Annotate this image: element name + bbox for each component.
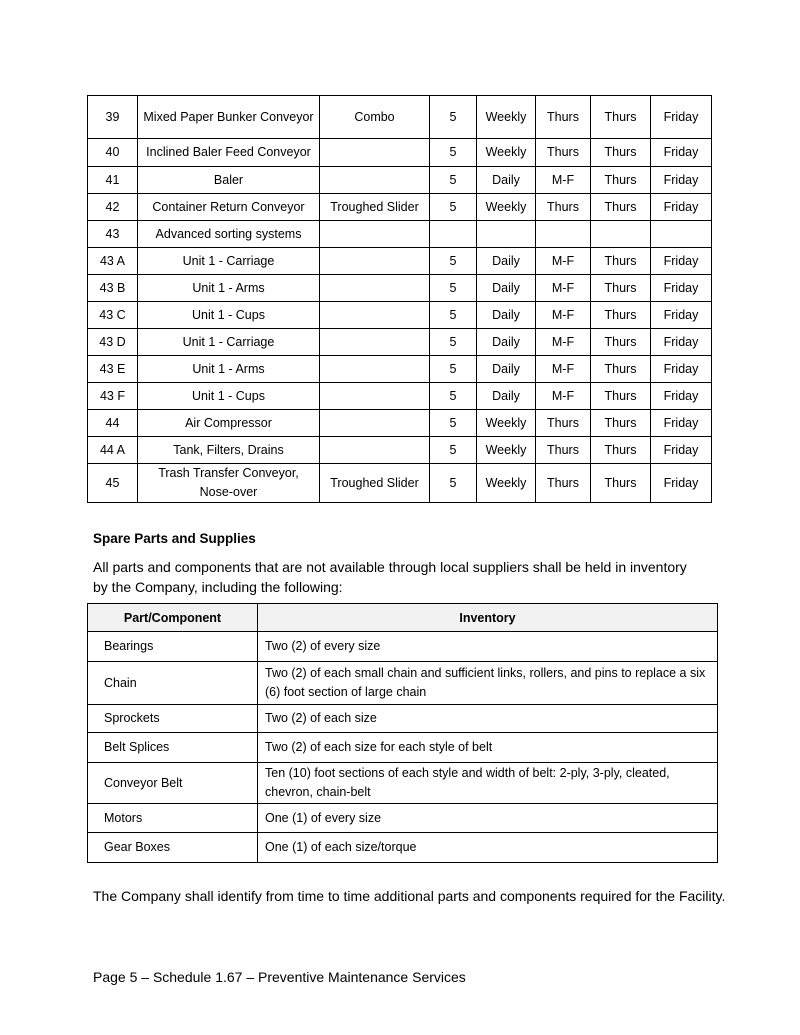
frequency-cell: Daily bbox=[477, 302, 536, 329]
row-number-cell: 39 bbox=[88, 96, 138, 139]
table-row bbox=[88, 221, 712, 248]
inventory-cell: Two (2) of each size for each style of belt bbox=[258, 733, 718, 763]
row-number-cell: 44 A bbox=[88, 437, 138, 464]
day-cell: Thurs bbox=[591, 194, 651, 221]
row-number-cell: 43 C bbox=[88, 302, 138, 329]
column-header-part: Part/Component bbox=[88, 604, 258, 632]
table-row bbox=[88, 302, 712, 329]
quantity-cell: 5 bbox=[430, 383, 477, 410]
day-cell: Thurs bbox=[591, 410, 651, 437]
quantity-cell: 5 bbox=[430, 329, 477, 356]
frequency-cell: Weekly bbox=[477, 437, 536, 464]
table-header-row bbox=[88, 604, 718, 632]
day-cell: Friday bbox=[651, 302, 712, 329]
part-cell: Sprockets bbox=[88, 705, 258, 733]
inventory-cell: One (1) of each size/torque bbox=[258, 833, 718, 863]
part-cell: Chain bbox=[88, 662, 258, 705]
table-row bbox=[88, 464, 712, 503]
conveyor-type-cell bbox=[320, 221, 430, 248]
day-cell: M-F bbox=[536, 383, 591, 410]
conveyor-type-cell bbox=[320, 437, 430, 464]
equipment-name-cell: Air Compressor bbox=[138, 410, 320, 437]
section-title: Spare Parts and Supplies bbox=[93, 531, 256, 546]
conveyor-type-cell bbox=[320, 356, 430, 383]
part-cell: Conveyor Belt bbox=[88, 763, 258, 804]
part-cell: Belt Splices bbox=[88, 733, 258, 763]
day-cell bbox=[591, 221, 651, 248]
conveyor-type-cell bbox=[320, 139, 430, 167]
quantity-cell: 5 bbox=[430, 356, 477, 383]
frequency-cell: Daily bbox=[477, 167, 536, 194]
quantity-cell: 5 bbox=[430, 437, 477, 464]
frequency-cell: Weekly bbox=[477, 139, 536, 167]
table-row bbox=[88, 383, 712, 410]
row-number-cell: 45 bbox=[88, 464, 138, 503]
table-row bbox=[88, 733, 718, 763]
conveyor-type-cell bbox=[320, 383, 430, 410]
equipment-name-cell: Unit 1 - Carriage bbox=[138, 329, 320, 356]
equipment-name-cell: Mixed Paper Bunker Conveyor bbox=[138, 96, 320, 139]
equipment-name-cell: Trash Transfer Conveyor, Nose-over bbox=[138, 464, 320, 503]
equipment-name-cell: Inclined Baler Feed Conveyor bbox=[138, 139, 320, 167]
equipment-name-cell: Container Return Conveyor bbox=[138, 194, 320, 221]
inventory-cell: Two (2) of each small chain and sufficient links, rollers, and pins to replace a six (6) foot section of large chain bbox=[258, 662, 718, 705]
table-row bbox=[88, 632, 718, 662]
quantity-cell: 5 bbox=[430, 167, 477, 194]
day-cell: Thurs bbox=[536, 139, 591, 167]
day-cell: Friday bbox=[651, 410, 712, 437]
frequency-cell: Daily bbox=[477, 248, 536, 275]
day-cell: Friday bbox=[651, 437, 712, 464]
frequency-cell: Weekly bbox=[477, 410, 536, 437]
conveyor-type-cell: Troughed Slider bbox=[320, 194, 430, 221]
row-number-cell: 43 F bbox=[88, 383, 138, 410]
intro-paragraph: All parts and components that are not available through local suppliers shall be held in inventory by the Company, including the following: bbox=[93, 559, 687, 595]
part-cell: Gear Boxes bbox=[88, 833, 258, 863]
conveyor-type-cell: Combo bbox=[320, 96, 430, 139]
day-cell: M-F bbox=[536, 167, 591, 194]
table-row bbox=[88, 804, 718, 833]
day-cell: Thurs bbox=[536, 194, 591, 221]
table-row bbox=[88, 96, 712, 139]
day-cell: M-F bbox=[536, 302, 591, 329]
day-cell: Friday bbox=[651, 275, 712, 302]
day-cell: Thurs bbox=[591, 464, 651, 503]
equipment-name-cell: Unit 1 - Carriage bbox=[138, 248, 320, 275]
frequency-cell: Daily bbox=[477, 275, 536, 302]
quantity-cell: 5 bbox=[430, 302, 477, 329]
day-cell: Thurs bbox=[591, 248, 651, 275]
day-cell: Thurs bbox=[591, 437, 651, 464]
frequency-cell: Daily bbox=[477, 383, 536, 410]
day-cell: Friday bbox=[651, 329, 712, 356]
day-cell: Friday bbox=[651, 383, 712, 410]
table-row bbox=[88, 705, 718, 733]
quantity-cell: 5 bbox=[430, 194, 477, 221]
row-number-cell: 43 D bbox=[88, 329, 138, 356]
column-header-inventory: Inventory bbox=[258, 604, 718, 632]
equipment-name-cell: Unit 1 - Cups bbox=[138, 383, 320, 410]
day-cell: Friday bbox=[651, 194, 712, 221]
day-cell: Thurs bbox=[536, 437, 591, 464]
day-cell: Thurs bbox=[591, 302, 651, 329]
row-number-cell: 43 A bbox=[88, 248, 138, 275]
quantity-cell: 5 bbox=[430, 248, 477, 275]
conveyor-type-cell bbox=[320, 248, 430, 275]
row-number-cell: 40 bbox=[88, 139, 138, 167]
spare-parts-table bbox=[87, 603, 718, 863]
quantity-cell bbox=[430, 221, 477, 248]
quantity-cell: 5 bbox=[430, 96, 477, 139]
maintenance-schedule-table bbox=[87, 95, 712, 503]
equipment-name-cell: Advanced sorting systems bbox=[138, 221, 320, 248]
day-cell: Friday bbox=[651, 167, 712, 194]
table-row bbox=[88, 833, 718, 863]
table-row bbox=[88, 662, 718, 705]
day-cell: Thurs bbox=[591, 356, 651, 383]
inventory-cell: Two (2) of every size bbox=[258, 632, 718, 662]
conveyor-type-cell bbox=[320, 275, 430, 302]
equipment-name-cell: Unit 1 - Cups bbox=[138, 302, 320, 329]
day-cell bbox=[651, 221, 712, 248]
conveyor-type-cell: Troughed Slider bbox=[320, 464, 430, 503]
equipment-name-cell: Baler bbox=[138, 167, 320, 194]
day-cell: Thurs bbox=[536, 464, 591, 503]
table-row bbox=[88, 275, 712, 302]
table-row bbox=[88, 437, 712, 464]
day-cell: Friday bbox=[651, 139, 712, 167]
quantity-cell: 5 bbox=[430, 410, 477, 437]
table-row bbox=[88, 139, 712, 167]
day-cell: M-F bbox=[536, 329, 591, 356]
day-cell: Friday bbox=[651, 464, 712, 503]
day-cell: Thurs bbox=[536, 410, 591, 437]
day-cell: M-F bbox=[536, 356, 591, 383]
day-cell bbox=[536, 221, 591, 248]
part-cell: Motors bbox=[88, 804, 258, 833]
table-row bbox=[88, 248, 712, 275]
row-number-cell: 43 B bbox=[88, 275, 138, 302]
day-cell: Thurs bbox=[591, 275, 651, 302]
row-number-cell: 44 bbox=[88, 410, 138, 437]
day-cell: Thurs bbox=[591, 96, 651, 139]
day-cell: Friday bbox=[651, 356, 712, 383]
frequency-cell: Weekly bbox=[477, 464, 536, 503]
equipment-name-cell: Unit 1 - Arms bbox=[138, 356, 320, 383]
day-cell: Thurs bbox=[536, 96, 591, 139]
day-cell: M-F bbox=[536, 248, 591, 275]
frequency-cell bbox=[477, 221, 536, 248]
table-row bbox=[88, 763, 718, 804]
equipment-name-cell: Tank, Filters, Drains bbox=[138, 437, 320, 464]
day-cell: Thurs bbox=[591, 139, 651, 167]
table-row bbox=[88, 194, 712, 221]
day-cell: Thurs bbox=[591, 329, 651, 356]
day-cell: Friday bbox=[651, 248, 712, 275]
conveyor-type-cell bbox=[320, 329, 430, 356]
quantity-cell: 5 bbox=[430, 275, 477, 302]
frequency-cell: Weekly bbox=[477, 194, 536, 221]
row-number-cell: 42 bbox=[88, 194, 138, 221]
inventory-cell: Two (2) of each size bbox=[258, 705, 718, 733]
row-number-cell: 43 E bbox=[88, 356, 138, 383]
quantity-cell: 5 bbox=[430, 464, 477, 503]
conveyor-type-cell bbox=[320, 167, 430, 194]
row-number-cell: 41 bbox=[88, 167, 138, 194]
inventory-cell: One (1) of every size bbox=[258, 804, 718, 833]
day-cell: M-F bbox=[536, 275, 591, 302]
closing-paragraph: The Company shall identify from time to time additional parts and components required for the Facility. bbox=[93, 888, 726, 904]
equipment-name-cell: Unit 1 - Arms bbox=[138, 275, 320, 302]
table-row bbox=[88, 356, 712, 383]
inventory-cell: Ten (10) foot sections of each style and width of belt: 2-ply, 3-ply, cleated, chevron, chain-belt bbox=[258, 763, 718, 804]
table-row bbox=[88, 167, 712, 194]
day-cell: Thurs bbox=[591, 167, 651, 194]
table-row bbox=[88, 410, 712, 437]
frequency-cell: Weekly bbox=[477, 96, 536, 139]
quantity-cell: 5 bbox=[430, 139, 477, 167]
day-cell: Friday bbox=[651, 96, 712, 139]
conveyor-type-cell bbox=[320, 302, 430, 329]
page-footer: Page 5 – Schedule 1.67 – Preventive Maintenance Services bbox=[93, 969, 466, 985]
frequency-cell: Daily bbox=[477, 329, 536, 356]
day-cell: Thurs bbox=[591, 383, 651, 410]
part-cell: Bearings bbox=[88, 632, 258, 662]
table-row bbox=[88, 329, 712, 356]
row-number-cell: 43 bbox=[88, 221, 138, 248]
frequency-cell: Daily bbox=[477, 356, 536, 383]
conveyor-type-cell bbox=[320, 410, 430, 437]
